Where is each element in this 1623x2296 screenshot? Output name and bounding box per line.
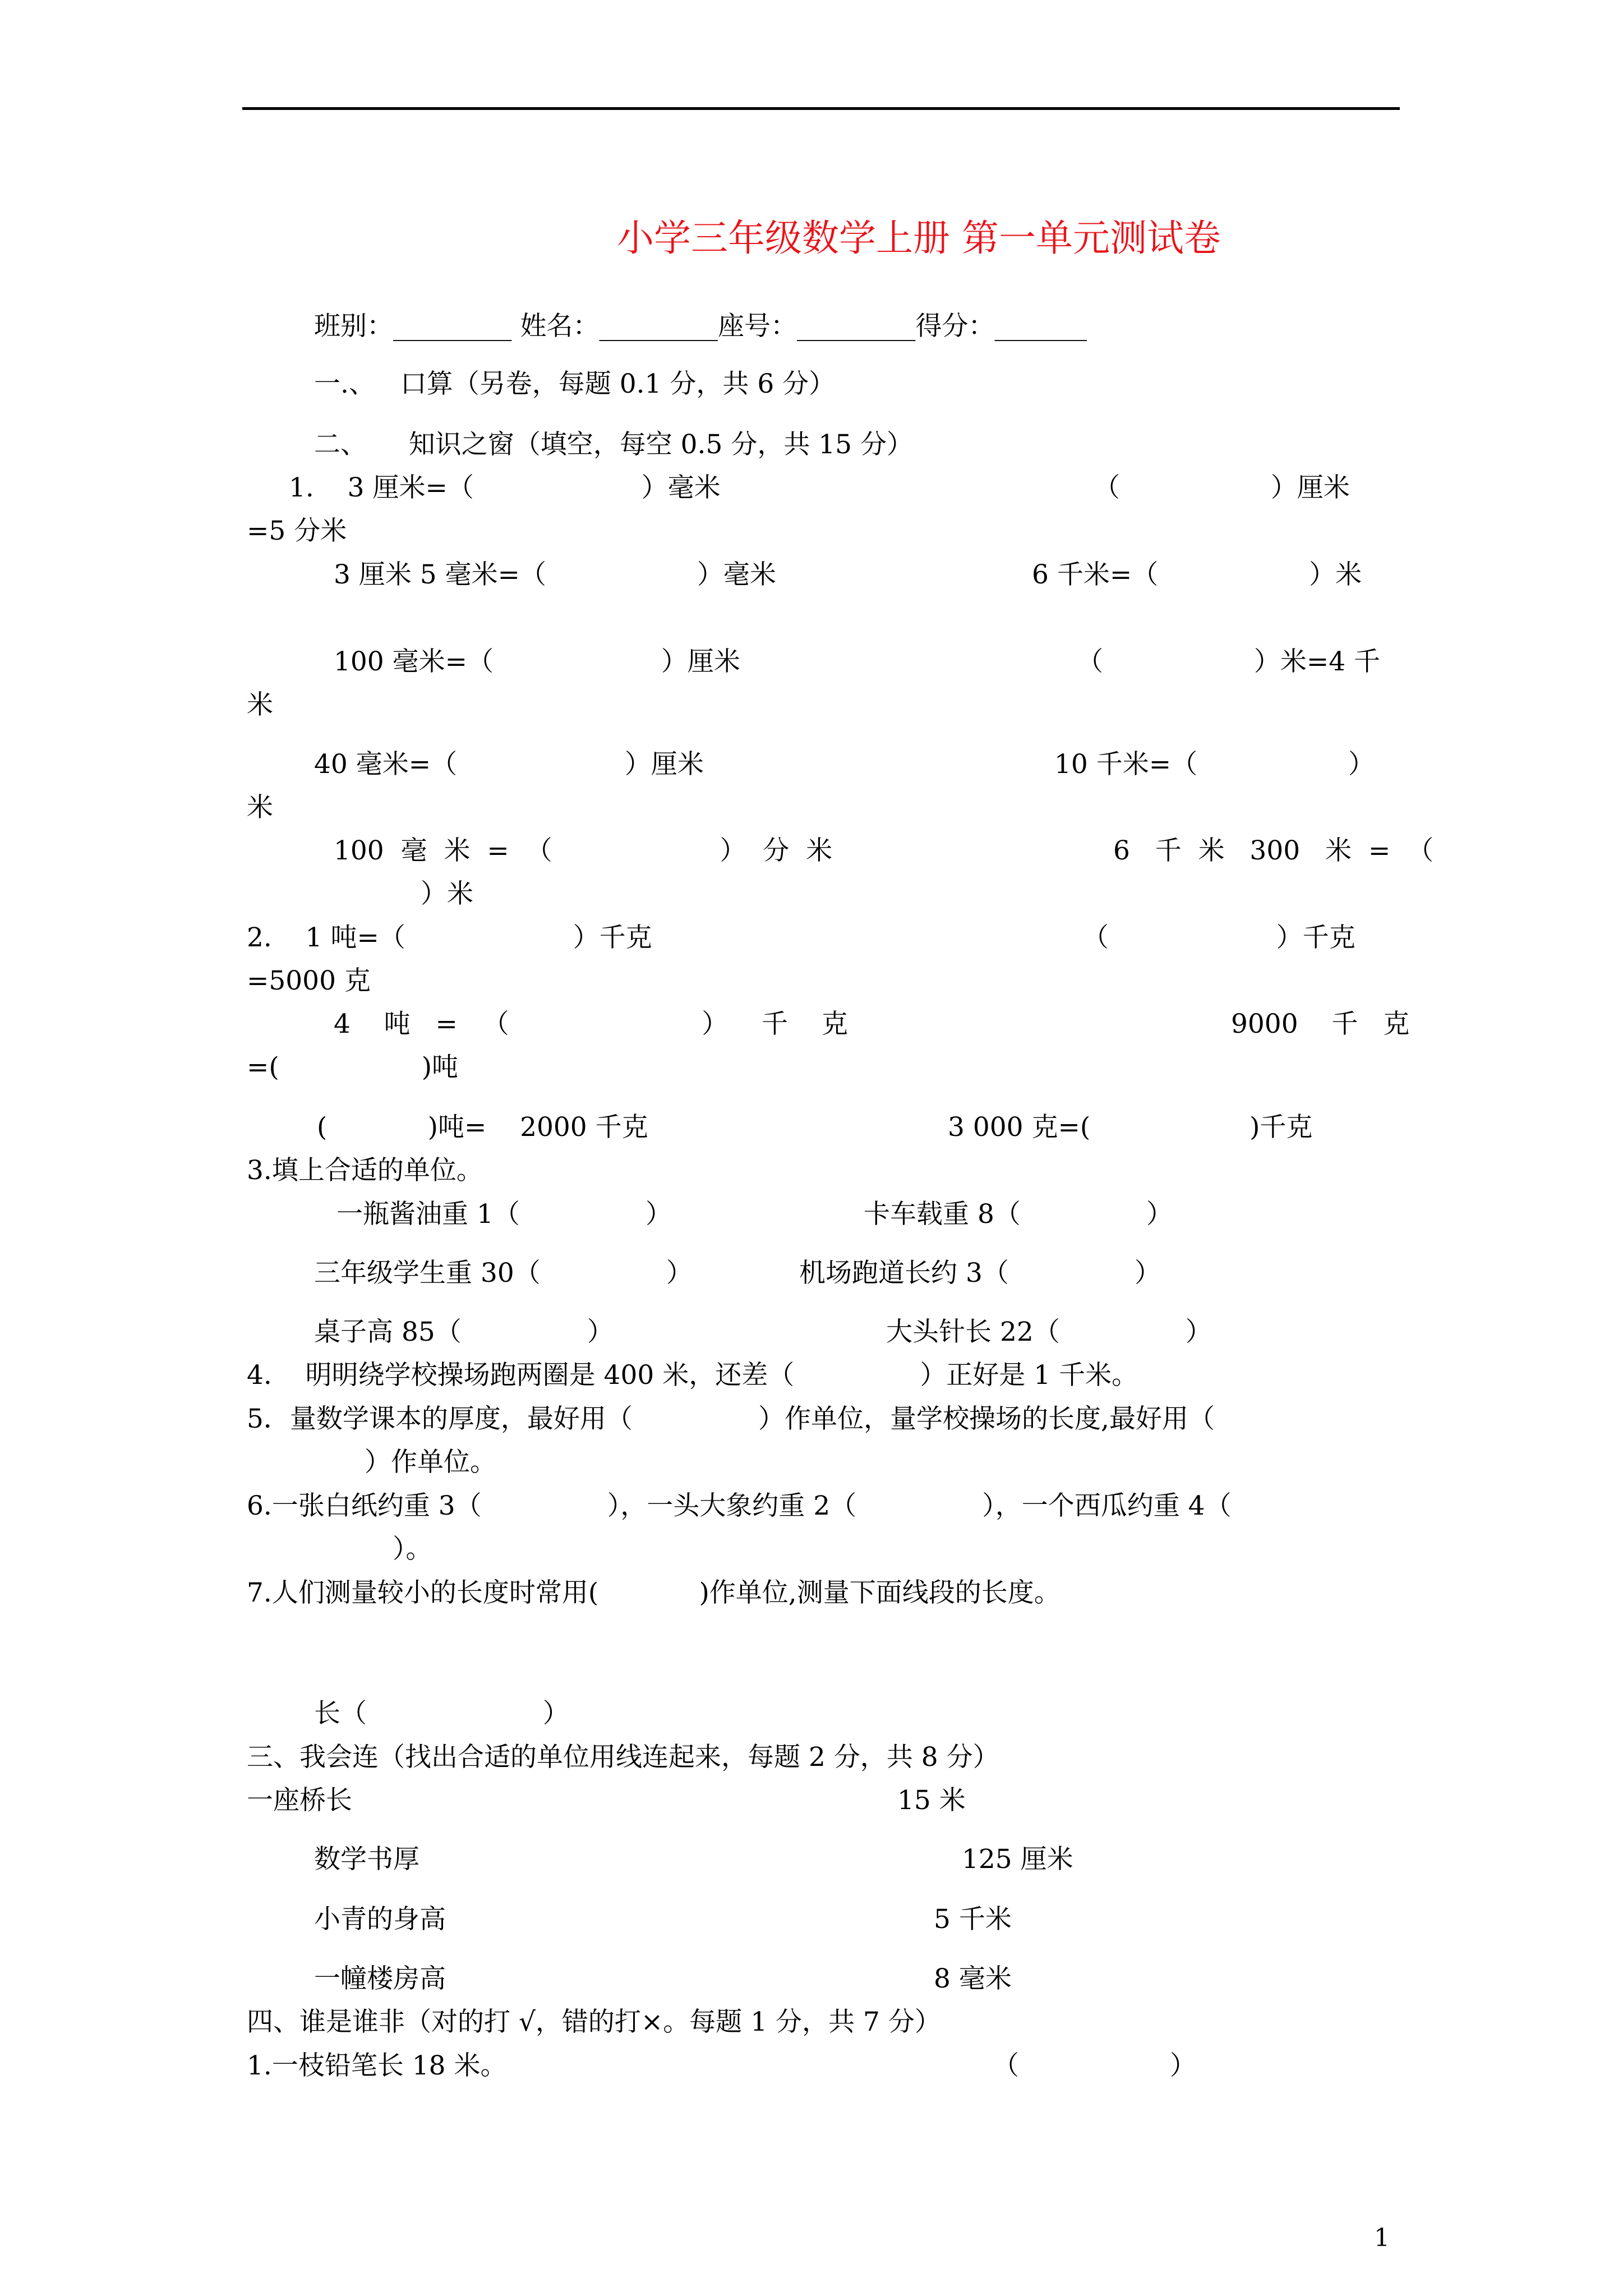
q1-row3-left: 100 毫米=（ ）厘米 [334, 646, 740, 677]
q1-row5-right: 6 千 米 300 米 = （ [1113, 835, 1434, 866]
match-right-item: 125 厘米 [962, 1844, 1073, 1875]
match-left-item: 小青的身高 [314, 1904, 446, 1935]
q2-row1-right: （ ）千克 [1082, 922, 1355, 953]
match-left-item: 数学书厚 [314, 1844, 419, 1875]
header-rule [242, 107, 1400, 110]
q5-text: 5．量数学课本的厚度，最好用（ ）作单位，量学校操场的长度,最好用（ [247, 1404, 1215, 1434]
q6-text: 6.一张白纸约重 3（ ），一头大象约重 2（ ），一个西瓜约重 4（ [247, 1490, 1232, 1521]
q4-text: 4. 明明绕学校操场跑两圈是 400 米，还差（ ）正好是 1 千米。 [247, 1360, 1138, 1391]
q3-row3-right: 大头针长 22（ ） [886, 1317, 1212, 1347]
q2-row1-left: 2. 1 吨=（ ）千克 [247, 922, 652, 953]
q7-text: 7.人们测量较小的长度时常用( )作单位,测量下面线段的长度。 [247, 1577, 1061, 1608]
q1-row3-wrap: 米 [247, 689, 273, 720]
q2-row3-left: ( )吨= 2000 千克 [317, 1112, 648, 1143]
q2-row2-wrap: =( )吨 [247, 1052, 459, 1083]
q1-row1-wrap: =5 分米 [247, 516, 347, 546]
match-left-item: 一幢楼房高 [314, 1963, 446, 1994]
match-right-item: 8 毫米 [934, 1963, 1012, 1994]
q2-row1-wrap: =5000 克 [247, 965, 371, 996]
section-4-heading: 四、谁是谁非（对的打 √，错的打×。每题 1 分，共 7 分） [247, 2007, 941, 2037]
q3-row1-right: 卡车载重 8（ ） [864, 1199, 1173, 1230]
section-3-heading: 三、我会连（找出合适的单位用线连起来，每题 2 分，共 8 分） [247, 1742, 999, 1773]
q3-row2-left: 三年级学生重 30（ ） [314, 1258, 693, 1289]
q7-length-answer: 长（ ） [314, 1698, 569, 1729]
section-2-heading: 二、 知识之窗（填空，每空 0.5 分，共 15 分） [314, 429, 914, 460]
q1-row3-right: （ ）米=4 千 [1077, 646, 1381, 677]
q1-row5-left: 100 毫 米 = （ ） 分 米 [334, 835, 833, 866]
q1-row4-wrap: 米 [247, 792, 273, 823]
q3-heading: 3.填上合适的单位。 [247, 1155, 483, 1186]
q5-wrap: ）作单位。 [365, 1447, 496, 1478]
q1-row5-wrap: ）米 [421, 878, 473, 909]
q1-row1-right: （ ）厘米 [1094, 472, 1350, 503]
match-right-item: 5 千米 [934, 1904, 1012, 1935]
q2-row3-right: 3 000 克=( )千克 [948, 1112, 1313, 1143]
q6-wrap: ）。 [393, 1534, 432, 1565]
page-title: 小学三年级数学上册 第一单元测试卷 [617, 217, 1221, 260]
q3-row3-left: 桌子高 85（ ） [314, 1317, 614, 1347]
q3-row1-left: 一瓶酱油重 1（ ） [336, 1199, 672, 1230]
match-left-item: 一座桥长 [247, 1785, 352, 1816]
page-number: 1 [1374, 2224, 1390, 2252]
q1-row4-right: 10 千米=（ ） [1054, 749, 1375, 780]
q3-row2-right: 机场跑道长约 3（ ） [799, 1258, 1161, 1289]
q1-row1-left: 1. 3 厘米=（ ）毫米 [289, 472, 721, 503]
section-1-heading: 一.、 口算（另卷，每题 0.1 分，共 6 分） [314, 369, 836, 399]
q2-row2-left: 4 吨 = （ ） 千 克 [334, 1009, 848, 1039]
tf-q1-text: 1.一枝铅笔长 18 米。 [247, 2050, 507, 2081]
q1-row2-right: 6 千米=（ ）米 [1032, 559, 1362, 590]
q1-row2-left: 3 厘米 5 毫米=（ ）毫米 [334, 559, 776, 590]
student-info-line: 班别：_________ 姓名：_________座号：_________得分：_______ [314, 311, 1087, 342]
match-right-item: 15 米 [897, 1785, 966, 1816]
q2-row2-right: 9000 千 克 [1231, 1009, 1410, 1039]
q1-row4-left: 40 毫米=（ ）厘米 [314, 749, 704, 780]
tf-q1-answer: （ ） [993, 2050, 1196, 2081]
